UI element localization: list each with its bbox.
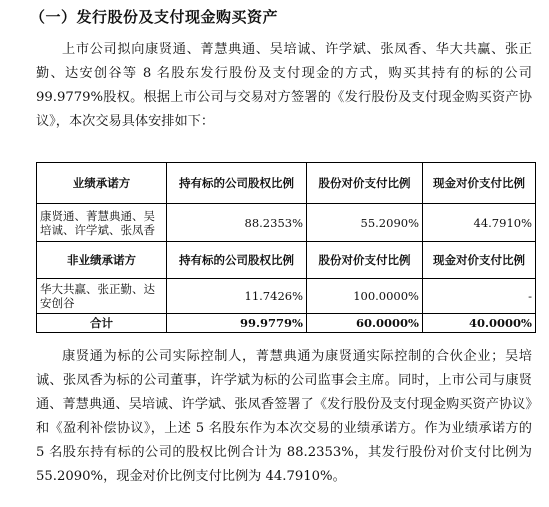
share-cell: 100.0000%: [307, 279, 423, 314]
header-equity: 持有标的公司股权比例: [167, 163, 307, 204]
table-row: [37, 279, 536, 314]
closing-paragraph: 康贤通为标的公司实际控制人，菁慧典通为康贤通实际控制的合伙企业；吴培诚、张凤香为标的公司董事，许学斌为标的公司监事会主席。同时，上市公司与康贤通、菁慧典通、吴培诚、许学斌、张凤香签署了《发行股份及支付现金购买资产协议》和《盈利补偿协议》，上述 5 名股东作为本次交易的业绩承诺方。作为业绩承诺方的 5 名股东持有标的公司的股权比例合计为 88.2353%，其发行股份对价支付比例为 55.2090%，现金对价比例支付比例为 44.7910%。: [36, 349, 532, 484]
table-total-row: [37, 314, 536, 333]
share-cell: 55.2090%: [307, 204, 423, 242]
header-cash: 现金对价支付比例: [423, 163, 536, 204]
table-subheader-row: [37, 242, 536, 279]
header-share-2: 股份对价支付比例: [307, 242, 423, 279]
equity-cell: 88.2353%: [167, 204, 307, 242]
header-equity-2: 持有标的公司股权比例: [167, 242, 307, 279]
header-party: 业绩承诺方: [37, 163, 167, 204]
total-equity: 99.9779%: [167, 314, 307, 333]
table-row: [37, 204, 536, 242]
party-cell: 华大共赢、张正勤、达安创谷: [37, 279, 167, 314]
cash-cell: -: [423, 279, 536, 314]
header-party-2: 非业绩承诺方: [37, 242, 167, 279]
cash-cell: 44.7910%: [423, 204, 536, 242]
section-heading: （一）发行股份及支付现金购买资产: [30, 8, 279, 26]
total-share: 60.0000%: [307, 314, 423, 333]
header-cash-2: 现金对价支付比例: [423, 242, 536, 279]
header-share: 股份对价支付比例: [307, 163, 423, 204]
total-label: 合计: [37, 314, 167, 333]
transaction-table: [36, 162, 536, 333]
equity-cell: 11.7426%: [167, 279, 307, 314]
intro-paragraph: 上市公司拟向康贤通、菁慧典通、吴培诚、许学斌、张凤香、华大共赢、张正勤、达安创谷等 8 名股东发行股份及支付现金的方式，购买其持有的标的公司 99.9779%股权。根据上市公司与交易对方签署的《发行股份及支付现金购买资产协议》，本次交易具体安排如下：: [36, 42, 532, 129]
total-cash: 40.0000%: [423, 314, 536, 333]
party-cell: 康贤通、菁慧典通、吴培诚、许学斌、张凤香: [37, 204, 167, 242]
table-header-row: [37, 163, 536, 204]
